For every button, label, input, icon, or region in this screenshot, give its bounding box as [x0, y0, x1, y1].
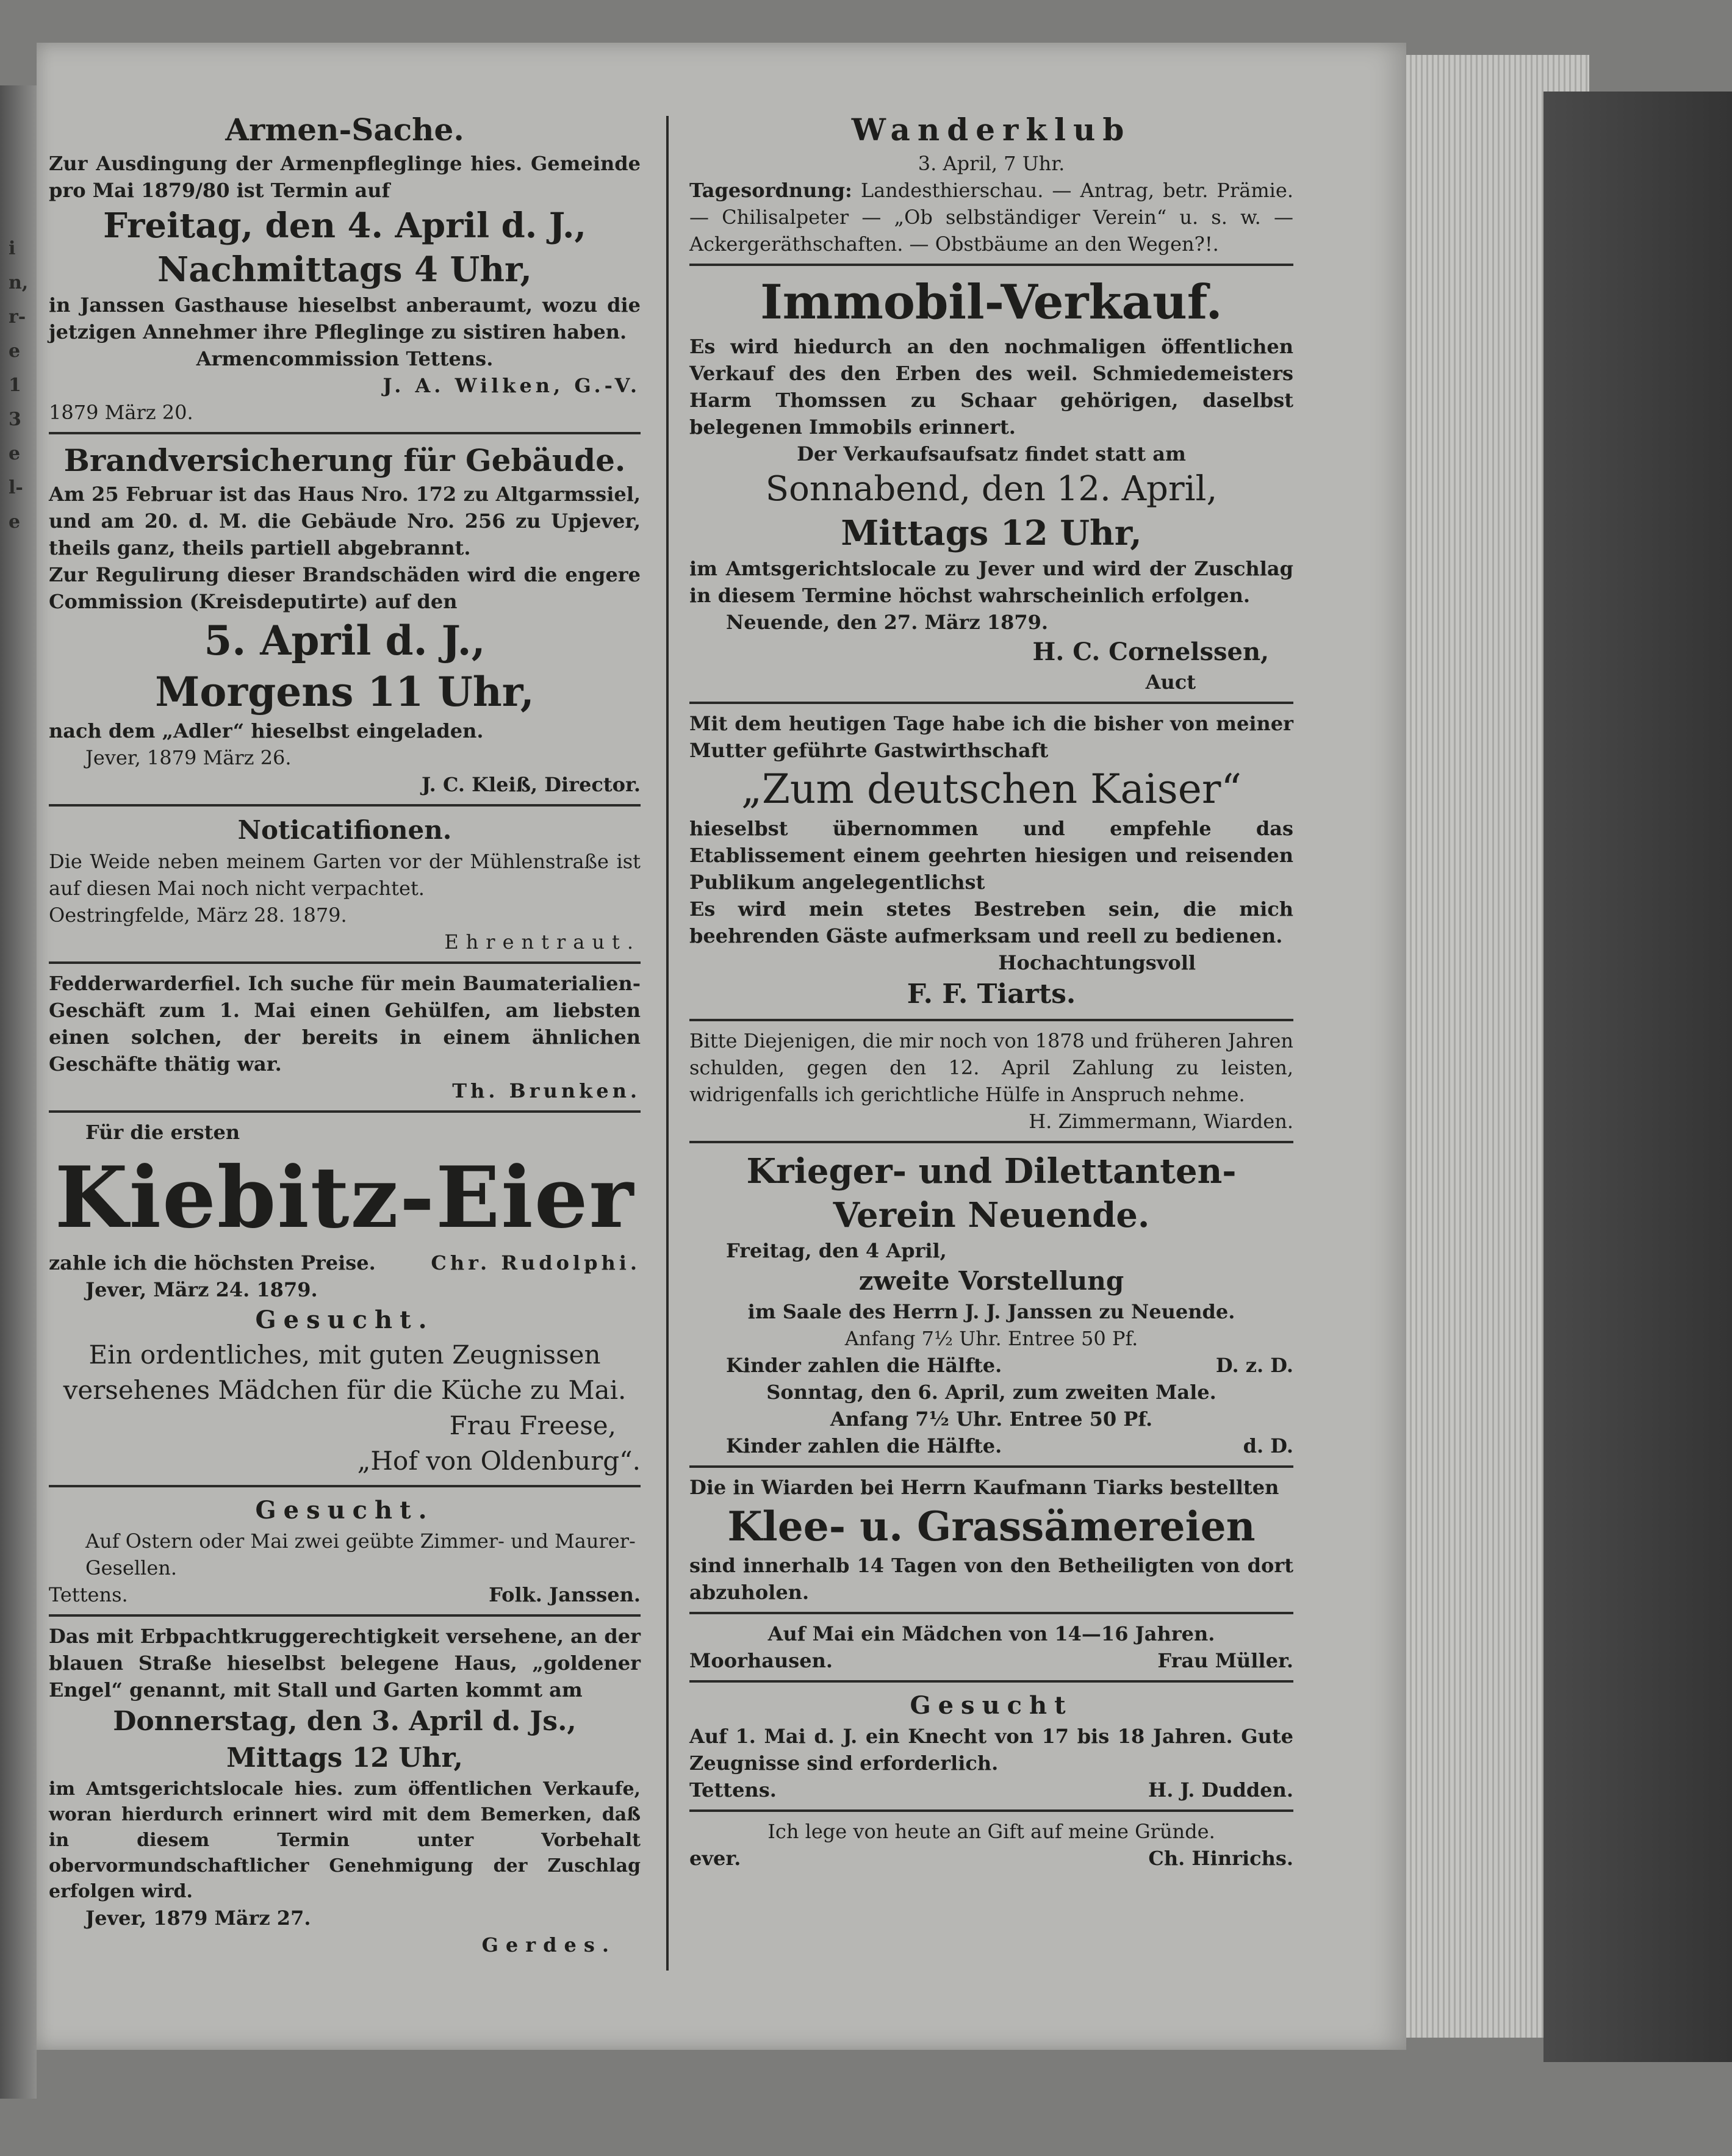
ad-signature-title: Auct [1145, 670, 1196, 694]
ad-separator [49, 1614, 641, 1617]
ad-title: Gesucht. [255, 1496, 434, 1525]
ad-body: Auf 1. Mai d. J. ein Knecht von 17 bis 18 Jahren. Gute Zeugnisse sind erforderlich. [689, 1725, 1293, 1775]
ad-footer [689, 1845, 1293, 1872]
ad-signature: Gerdes. [481, 1933, 616, 1957]
book-cover [1543, 92, 1732, 2062]
ad-separator [689, 1612, 1293, 1614]
ad-body: hieselbst übernommen und empfehle das Etablissement einem geehrten hiesigen und reisenden Publikum angelegentlichst [689, 817, 1293, 894]
ad-dateline: Jever, 1879 März 27. [85, 1906, 311, 1930]
ad-title: Wanderklub [851, 112, 1132, 148]
ad-place: Moorhausen. [689, 1649, 833, 1672]
ad-title: Verein Neuende. [833, 1195, 1150, 1235]
ad-title: Klee- u. Grassämereien [727, 1503, 1256, 1550]
ad-footer [49, 1581, 641, 1608]
ad-body: im Amtsgerichtslocale hies. zum öffentlichen Verkaufe, woran hierdurch erinnert wird mit dem Bemerken, daß in diesem Termin unter Vorbehalt obervormundschaftlicher Genehmigung der Zuschlag erfolgen wird. [49, 1778, 641, 1902]
ad-separator [689, 1465, 1293, 1468]
ad-separator [689, 264, 1293, 266]
ad-maedchen-moorhausen [689, 1620, 1293, 1674]
ad-body: Mit dem heutigen Tage habe ich die bisher von meiner Mutter geführte Gastwirthschaft [689, 712, 1293, 762]
ad-signature: Frau Freese, [449, 1410, 616, 1440]
ad-separator [49, 1110, 641, 1113]
edge-text: l- [9, 477, 23, 498]
ad-org: Armencommission Tettens. [196, 347, 494, 370]
ad-title: Kiebitz-Eier [54, 1148, 635, 1247]
ad-body: Die Weide neben meinem Garten vor der Mühlenstraße ist auf diesen Mai noch nicht verpachtet. [49, 850, 641, 900]
ad-signature: „Hof von Oldenburg“. [357, 1446, 641, 1476]
ad-body: in Janssen Gasthause hieselbst anberaumt, wozu die jetzigen Annehmer ihre Pfleglinge zu sistiren haben. [49, 293, 641, 343]
ad-footer [689, 1647, 1293, 1674]
ad-time: Morgens 11 Uhr, [155, 668, 534, 716]
ad-signature: H. J. Dudden. [1148, 1778, 1293, 1802]
ad-separator [49, 1485, 641, 1487]
ad-title: Immobil-Verkauf. [760, 275, 1223, 330]
ad-signature: Ch. Hinrichs. [1148, 1847, 1293, 1870]
ad-signature: d. D. [1243, 1434, 1293, 1457]
ad-fedderwarderfiel [49, 970, 641, 1104]
edge-text: e [9, 511, 21, 533]
ad-line: Sonntag, den 6. April, zum zweiten Male. [766, 1381, 1216, 1404]
previous-page-edge [9, 232, 33, 539]
ad-line: Kinder zahlen die Hälfte. [726, 1354, 1002, 1377]
ad-separator [49, 804, 641, 807]
ad-body: Landesthierschau. — Antrag, betr. Prämie. — Chilisalpeter — „Ob selbständiger Verein“ u. s. w. — Ackergeräthschaften. — Obstbäume an den Wegen?!. [689, 179, 1293, 256]
ad-place: Tettens. [49, 1583, 128, 1606]
ad-agenda [689, 177, 1293, 257]
ad-gesucht-gesellen [49, 1493, 641, 1608]
ad-title: Armen-Sache. [225, 112, 464, 148]
ad-separator [689, 1019, 1293, 1021]
ad-signature: Folk. Janssen. [489, 1583, 641, 1606]
ad-line-row [689, 1352, 1293, 1379]
ad-dateline: Jever, 1879 März 26. [85, 746, 292, 769]
ad-dateline: Neuende, den 27. März 1879. [726, 611, 1048, 634]
ad-dateline: Oestringfelde, März 28. 1879. [49, 904, 347, 927]
ad-time: Mittags 12 Uhr, [841, 513, 1142, 553]
ad-body: Am 25 Februar ist das Haus Nro. 172 zu Altgarmssiel, und am 20. d. M. die Gebäude Nro. 256 zu Upjever, theils ganz, theils partiell abgebrannt. [49, 483, 641, 559]
ad-body: Zur Ausdingung der Armenpfleglinge hies. Gemeinde pro Mai 1879/80 ist Termin auf [49, 152, 641, 202]
ad-kiebitz-eier [49, 1119, 641, 1303]
ad-armen-sache [49, 110, 641, 426]
ad-body: Ein ordentliches, mit guten Zeugnissen versehenes Mädchen für die Küche zu Mai. [63, 1340, 627, 1405]
ad-signature: H. Zimmermann, Wiarden. [1029, 1110, 1293, 1133]
ad-footer [689, 1777, 1293, 1803]
ad-date: Freitag, den 4. April d. J., [103, 206, 586, 246]
ad-gift [689, 1818, 1293, 1872]
ad-zimmermann [689, 1027, 1293, 1135]
ad-immobil-verkauf [689, 272, 1293, 695]
ad-body: Die in Wiarden bei Herrn Kaufmann Tiarks bestellten [689, 1476, 1279, 1499]
left-column [49, 110, 641, 1958]
column-divider [666, 116, 669, 1971]
ad-place: Tettens. [689, 1778, 777, 1802]
right-column [689, 110, 1293, 1872]
ad-body: sind innerhalb 14 Tagen von den Betheiligten von dort abzuholen. [689, 1554, 1293, 1604]
ad-separator [689, 1809, 1293, 1812]
ad-line: Freitag, den 4 April, [726, 1239, 947, 1262]
ad-grassaemereien [689, 1474, 1293, 1606]
ad-line: Kinder zahlen die Hälfte. [726, 1434, 1002, 1457]
ad-brandversicherung [49, 440, 641, 798]
ad-date: Sonnabend, den 12. April, [765, 469, 1218, 509]
ad-pre: Für die ersten [85, 1121, 240, 1144]
edge-text: 3 [9, 409, 21, 430]
ad-wanderklub [689, 110, 1293, 257]
ad-title: Gesucht [910, 1691, 1073, 1720]
ad-title: „Zum deutschen Kaiser“ [741, 766, 1242, 813]
ad-label: Tagesordnung: [689, 179, 852, 202]
ad-separator [49, 961, 641, 964]
ad-date: Donnerstag, den 3. April d. Js., [113, 1706, 577, 1737]
ad-body: zahle ich die höchsten Preise. [49, 1251, 376, 1274]
ad-time: Nachmittags 4 Uhr, [157, 250, 532, 290]
ad-signature: Chr. Rudolphi. [431, 1251, 641, 1274]
ad-deutscher-kaiser [689, 710, 1293, 1013]
ad-title: Gesucht. [255, 1306, 434, 1334]
ad-signature: Ehrentraut. [444, 930, 641, 954]
ad-signature: J. A. Wilken, G.-V. [383, 374, 641, 397]
ad-body: Es wird hiedurch an den nochmaligen öffentlichen Verkauf des den Erben des weil. Schmiedemeisters Harm Thomssen zu Schaar gehörigen, daselbst belegenen Immobils erinnert. [689, 335, 1293, 439]
ad-body: Auf Mai ein Mädchen von 14—16 Jahren. [767, 1622, 1215, 1645]
ad-closing: Hochachtungsvoll [998, 951, 1196, 974]
ad-gesucht-maedchen [49, 1303, 641, 1479]
ad-goldener-engel [49, 1623, 641, 1958]
ad-separator [49, 432, 641, 434]
ad-title: Brandversicherung für Gebäude. [63, 442, 626, 478]
edge-text: i [9, 238, 16, 259]
ad-body: Es wird mein stetes Bestreben sein, die mich beehrenden Gäste aufmerksam und reell zu bedienen. [689, 897, 1293, 947]
ad-line-row [689, 1432, 1293, 1459]
ad-time: Mittags 12 Uhr, [226, 1742, 463, 1773]
ad-body: Das mit Erbpachtkruggerechtigkeit versehene, an der blauen Straße hieselbst belegene Haus, „goldener Engel“ genannt, mit Stall und Garten kommt am [49, 1625, 641, 1701]
ad-signature: J. C. Kleiß, Director. [422, 773, 641, 796]
ad-title: Noticatifionen. [237, 815, 452, 845]
ad-dateline: 1879 März 20. [49, 401, 193, 424]
ad-separator [689, 702, 1293, 704]
edge-text: n, [9, 272, 29, 293]
ad-body: Bitte Diejenigen, die mir noch von 1878 und früheren Jahren schulden, gegen den 12. April Zahlung zu leisten, widrigenfalls ich gerichtliche Hülfe in Anspruch nehme. [689, 1029, 1293, 1106]
ad-signature: Frau Müller. [1157, 1649, 1293, 1672]
ad-body: nach dem „Adler“ hieselbst eingeladen. [49, 719, 484, 742]
ad-signature: H. C. Cornelssen, [1032, 638, 1269, 666]
ad-subtitle: 3. April, 7 Uhr. [918, 152, 1065, 175]
ad-body: Der Verkaufsaufsatz findet statt am [797, 442, 1186, 465]
edge-text: 1 [9, 375, 21, 396]
ad-title: Krieger- und Dilettanten- [746, 1151, 1237, 1191]
ad-line: Anfang 7½ Uhr. Entree 50 Pf. [844, 1327, 1138, 1350]
ad-price-line [49, 1249, 641, 1276]
ad-notifikationen [49, 813, 641, 955]
ad-body: im Amtsgerichtslocale zu Jever und wird der Zuschlag in diesem Termine höchst wahrscheinlich erfolgen. [689, 557, 1293, 607]
ad-body: Auf Ostern oder Mai zwei geübte Zimmer- und Maurer-Gesellen. [85, 1529, 636, 1579]
ad-body: Zur Regulirung dieser Brandschäden wird die engere Commission (Kreisdeputirte) auf den [49, 563, 641, 613]
ad-body: Fedderwarderfiel. Ich suche für mein Baumaterialien-Geschäft zum 1. Mai einen Gehülfen, am liebsten einen solchen, der bereits in einem ähnlichen Geschäfte thätig war. [49, 972, 641, 1076]
ad-kriegerverein [689, 1149, 1293, 1459]
ad-body: Ich lege von heute an Gift auf meine Gründe. [767, 1820, 1215, 1843]
ad-date: 5. April d. J., [204, 617, 486, 664]
ad-line: Anfang 7½ Uhr. Entree 50 Pf. [830, 1407, 1153, 1431]
ad-signature: F. F. Tiarts. [907, 979, 1076, 1010]
edge-text: e [9, 340, 21, 362]
edge-text: e [9, 443, 21, 464]
ad-separator [689, 1680, 1293, 1683]
ad-separator [689, 1141, 1293, 1143]
edge-text: r- [9, 306, 26, 328]
ad-place: ever. [689, 1847, 741, 1870]
ad-signature: Th. Brunken. [452, 1079, 641, 1102]
ad-gesucht-knecht [689, 1689, 1293, 1803]
ad-line: zweite Vorstellung [858, 1266, 1124, 1296]
ad-dateline: Jever, März 24. 1879. [85, 1278, 318, 1301]
ad-line: im Saale des Herrn J. J. Janssen zu Neuende. [747, 1300, 1235, 1323]
ad-signature: D. z. D. [1215, 1354, 1293, 1377]
